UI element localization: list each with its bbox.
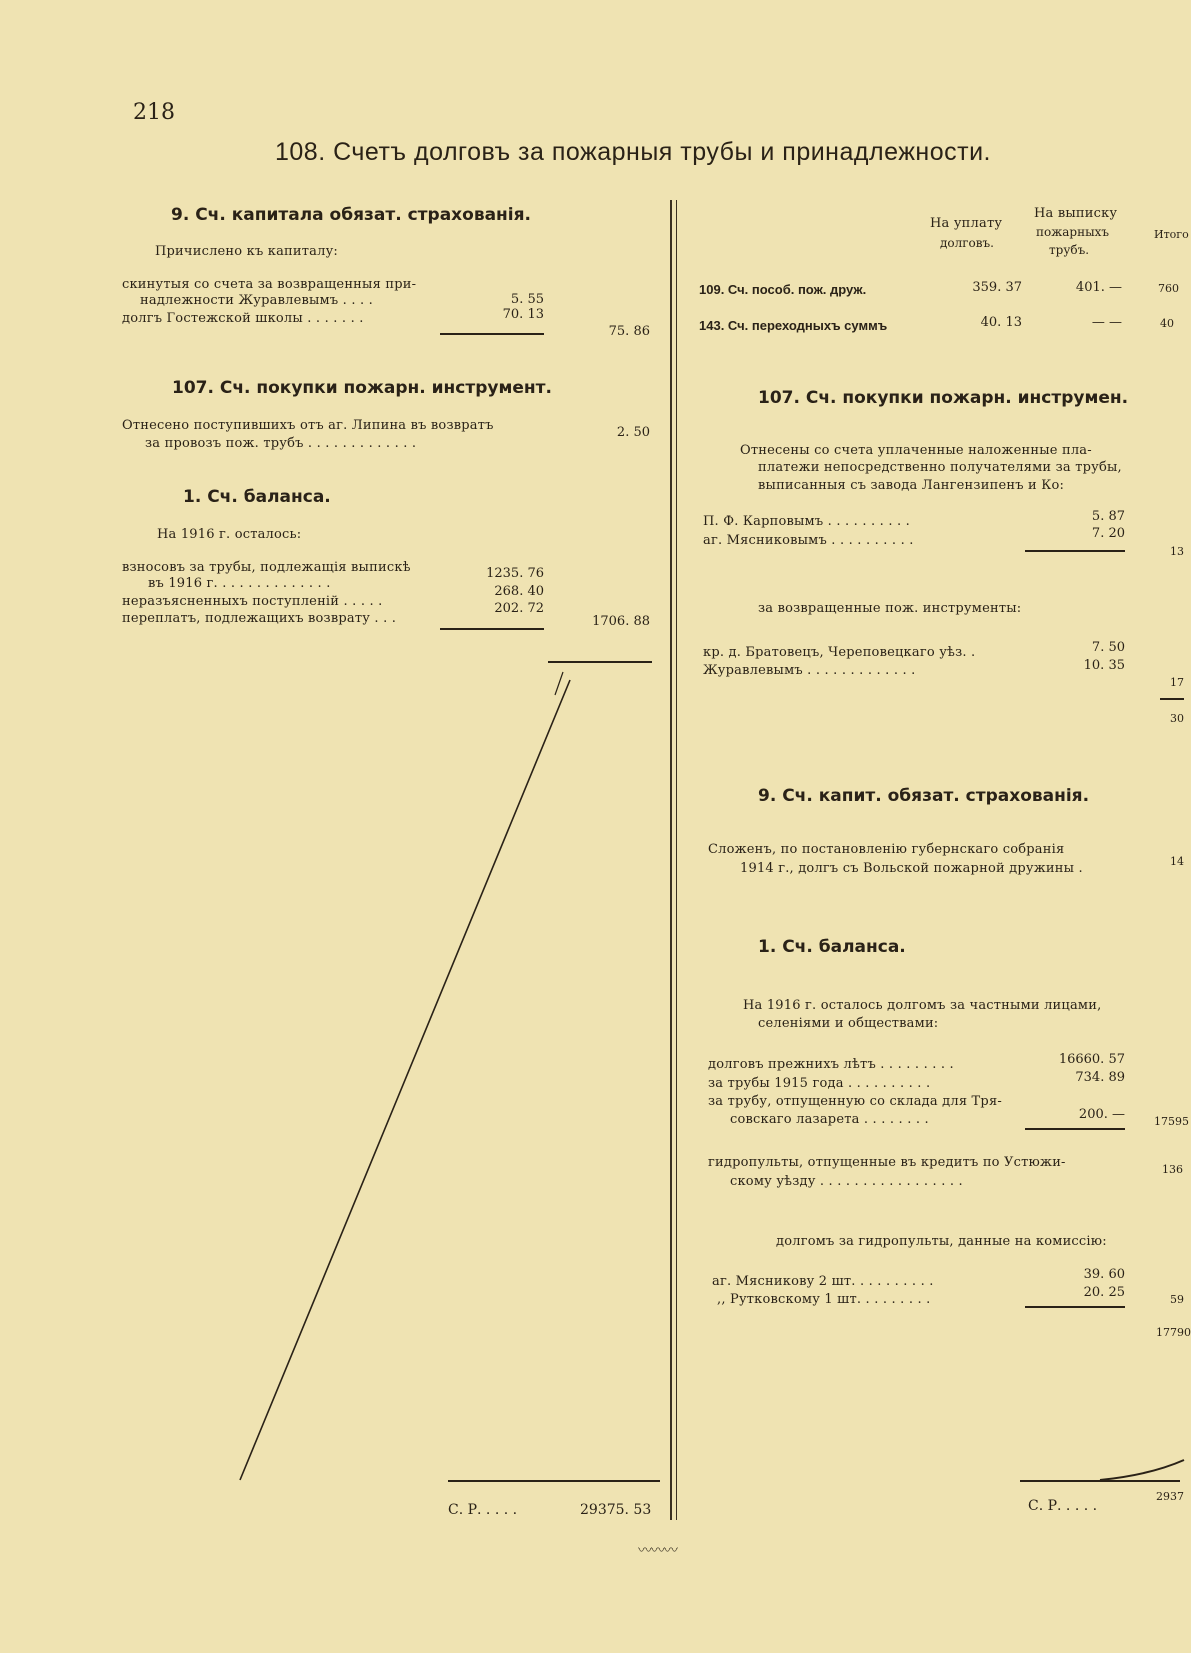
row-109-v2: 401. — bbox=[1075, 280, 1122, 295]
right-sec1-line2: аг. Мясниковымъ . . . . . . . . . . bbox=[703, 533, 914, 548]
col-header-payment-2: долговъ. bbox=[940, 236, 994, 250]
right-sec3-line3b: совскаго лазарета . . . . . . . . bbox=[730, 1112, 929, 1127]
right-sec1-margin-rule bbox=[1160, 698, 1184, 700]
decorative-flourish-icon: 〰〰〰 bbox=[638, 1543, 677, 1559]
right-sec1-line1: П. Ф. Карповымъ . . . . . . . . . . bbox=[703, 514, 910, 529]
left-footer-label: С. Р. . . . . bbox=[448, 1502, 518, 1518]
left-sec2-heading: 107. Сч. покупки пожарн. инструмент. bbox=[172, 378, 552, 398]
right-blank-rule bbox=[1100, 1420, 1184, 1520]
row-143-v2: — — bbox=[1091, 315, 1122, 330]
right-sec3-val2: 734. 89 bbox=[1075, 1070, 1125, 1085]
right-sec1-val2: 7. 20 bbox=[1091, 526, 1125, 541]
left-sec3-val1: 1235. 76 bbox=[486, 566, 544, 581]
right-footer-rule bbox=[1020, 1480, 1180, 1482]
right-sec1-rule bbox=[1025, 550, 1125, 552]
right-sec3-val6: 20. 25 bbox=[1083, 1285, 1125, 1300]
right-sec2-line1: Сложенъ, по постановленію губернскаго собранія bbox=[708, 842, 1065, 857]
row-143-v3: 40 bbox=[1160, 317, 1174, 330]
left-sec2-line1: Отнесено поступившихъ отъ аг. Липина въ возвратъ bbox=[122, 418, 494, 433]
right-sec3-line2: за трубы 1915 года . . . . . . . . . . bbox=[708, 1076, 931, 1091]
right-sec3-line5: аг. Мясникову 2 шт. . . . . . . . . . bbox=[712, 1274, 934, 1289]
row-109-v1: 359. 37 bbox=[972, 280, 1022, 295]
left-sec3-line2: неразъясненныхъ поступленій . . . . . bbox=[122, 594, 383, 609]
right-sec3-val1: 16660. 57 bbox=[1058, 1052, 1125, 1067]
row-label-143: 143. Сч. переходныхъ суммъ bbox=[699, 318, 888, 333]
left-sec1-line2: долгъ Гостежской школы . . . . . . . bbox=[122, 311, 364, 326]
left-sec1-val1: 5. 55 bbox=[510, 292, 544, 307]
right-sec3-rule1 bbox=[1025, 1128, 1125, 1130]
right-sec3-margin4: 17790 bbox=[1156, 1326, 1191, 1339]
right-sec3-line4a: гидропульты, отпущенные въ кредитъ по Устюжи- bbox=[708, 1155, 1066, 1170]
right-sec3-line1: долговъ прежнихъ лѣтъ . . . . . . . . . bbox=[708, 1057, 954, 1072]
right-footer-label: С. Р. . . . . bbox=[1028, 1498, 1098, 1514]
right-sec2-margin: 14 bbox=[1170, 855, 1184, 868]
left-footer-rule bbox=[448, 1480, 660, 1482]
right-sec3-val3: 200. — bbox=[1078, 1107, 1125, 1122]
right-sec1-line3: кр. д. Братовецъ, Череповецкаго уѣз. . bbox=[703, 645, 976, 660]
col-header-order-3: трубъ. bbox=[1049, 243, 1090, 257]
right-sec3-intro-a: На 1916 г. осталось долгомъ за частными лицами, bbox=[743, 998, 1102, 1013]
right-sec1-margin1: 13 bbox=[1170, 545, 1184, 558]
col-header-order-2: пожарныхъ bbox=[1036, 225, 1110, 239]
page-title: 108. Счетъ долговъ за пожарныя трубы и принадлежности. bbox=[275, 138, 991, 166]
col-header-total: Итого bbox=[1154, 228, 1189, 241]
right-sec2-line2: 1914 г., долгъ съ Вольской пожарной дружины . bbox=[740, 861, 1083, 876]
right-sec3-line4b: скому уѣзду . . . . . . . . . . . . . . . . . bbox=[730, 1174, 963, 1189]
right-sec1-val3: 7. 50 bbox=[1091, 640, 1125, 655]
right-sec3-sub: долгомъ за гидропульты, данные на комиссію: bbox=[776, 1234, 1107, 1249]
left-sec2-line2: за провозъ пож. трубъ . . . . . . . . . . . . . bbox=[145, 436, 417, 451]
right-sec3-val5: 39. 60 bbox=[1083, 1267, 1125, 1282]
left-sec3-val2: 268. 40 bbox=[494, 584, 544, 599]
right-sec1-line4: Журавлевымъ . . . . . . . . . . . . . bbox=[703, 663, 916, 678]
right-sec1-margin2: 17 bbox=[1170, 676, 1184, 689]
right-sec1-val4: 10. 35 bbox=[1083, 658, 1125, 673]
left-sec3-line3: переплатъ, подлежащихъ возврату . . . bbox=[122, 611, 397, 626]
right-sec3-rule2 bbox=[1025, 1306, 1125, 1308]
col-header-payment-1: На уплату bbox=[930, 216, 1003, 231]
left-sec3-line1b: въ 1916 г. . . . . . . . . . . . . . bbox=[148, 576, 331, 591]
right-sec3-margin2: 136 bbox=[1162, 1163, 1183, 1176]
row-109-v3: 760 bbox=[1158, 282, 1179, 295]
left-sec1-total: 75. 86 bbox=[608, 324, 650, 339]
right-sec1-val1: 5. 87 bbox=[1091, 509, 1125, 524]
right-footer-total: 2937 bbox=[1156, 1490, 1184, 1503]
left-sec3-total: 1706. 88 bbox=[592, 614, 650, 629]
left-sec2-total: 2. 50 bbox=[616, 425, 650, 440]
page-number: 218 bbox=[133, 100, 175, 125]
right-sec3-margin1: 17595 bbox=[1154, 1115, 1189, 1128]
left-sec1-intro: Причислено къ капиталу: bbox=[155, 244, 339, 259]
left-sec1-heading: 9. Сч. капитала обязат. страхованія. bbox=[171, 205, 531, 225]
right-sec3-intro-b: селеніями и обществами: bbox=[758, 1016, 939, 1031]
left-sec3-val3: 202. 72 bbox=[494, 601, 544, 616]
right-sec1-sub: за возвращенные пож. инструменты: bbox=[758, 601, 1022, 616]
right-sec3-margin3: 59 bbox=[1170, 1293, 1184, 1306]
left-sec3-heading: 1. Сч. баланса. bbox=[183, 487, 331, 507]
right-sec1-intro-a: Отнесены со счета уплаченные наложенные пла- bbox=[740, 443, 1092, 458]
right-sec1-intro-c: выписанныя съ завода Лангензипенъ и Ко: bbox=[758, 478, 1065, 493]
right-sec2-heading: 9. Сч. капит. обязат. страхованія. bbox=[758, 786, 1090, 806]
left-sec3-line1a: взносовъ за трубы, подлежащія выпискѣ bbox=[122, 560, 411, 575]
right-sec1-heading: 107. Сч. покупки пожарн. инструмен. bbox=[758, 388, 1129, 408]
right-sec1-margin3: 30 bbox=[1170, 712, 1184, 725]
left-sec1-val2: 70. 13 bbox=[502, 307, 544, 322]
right-sec3-line6: ,, Рутковскому 1 шт. . . . . . . . . bbox=[717, 1292, 931, 1307]
right-sec1-intro-b: платежи непосредственно получателями за трубы, bbox=[758, 460, 1122, 475]
col-header-order-1: На выписку bbox=[1034, 206, 1118, 221]
left-footer-total: 29375. 53 bbox=[580, 1502, 652, 1518]
right-sec3-heading: 1. Сч. баланса. bbox=[758, 937, 906, 957]
left-sec1-line1a: скинутыя со счета за возвращенныя при- bbox=[122, 277, 417, 292]
left-sec3-intro: На 1916 г. осталось: bbox=[157, 527, 302, 542]
row-143-v1: 40. 13 bbox=[980, 315, 1022, 330]
row-label-109: 109. Сч. пособ. пож. друж. bbox=[699, 282, 867, 297]
left-sec1-line1b: надлежности Журавлевымъ . . . . bbox=[140, 293, 373, 308]
right-sec3-line3a: за трубу, отпущенную со склада для Тря- bbox=[708, 1094, 1002, 1109]
